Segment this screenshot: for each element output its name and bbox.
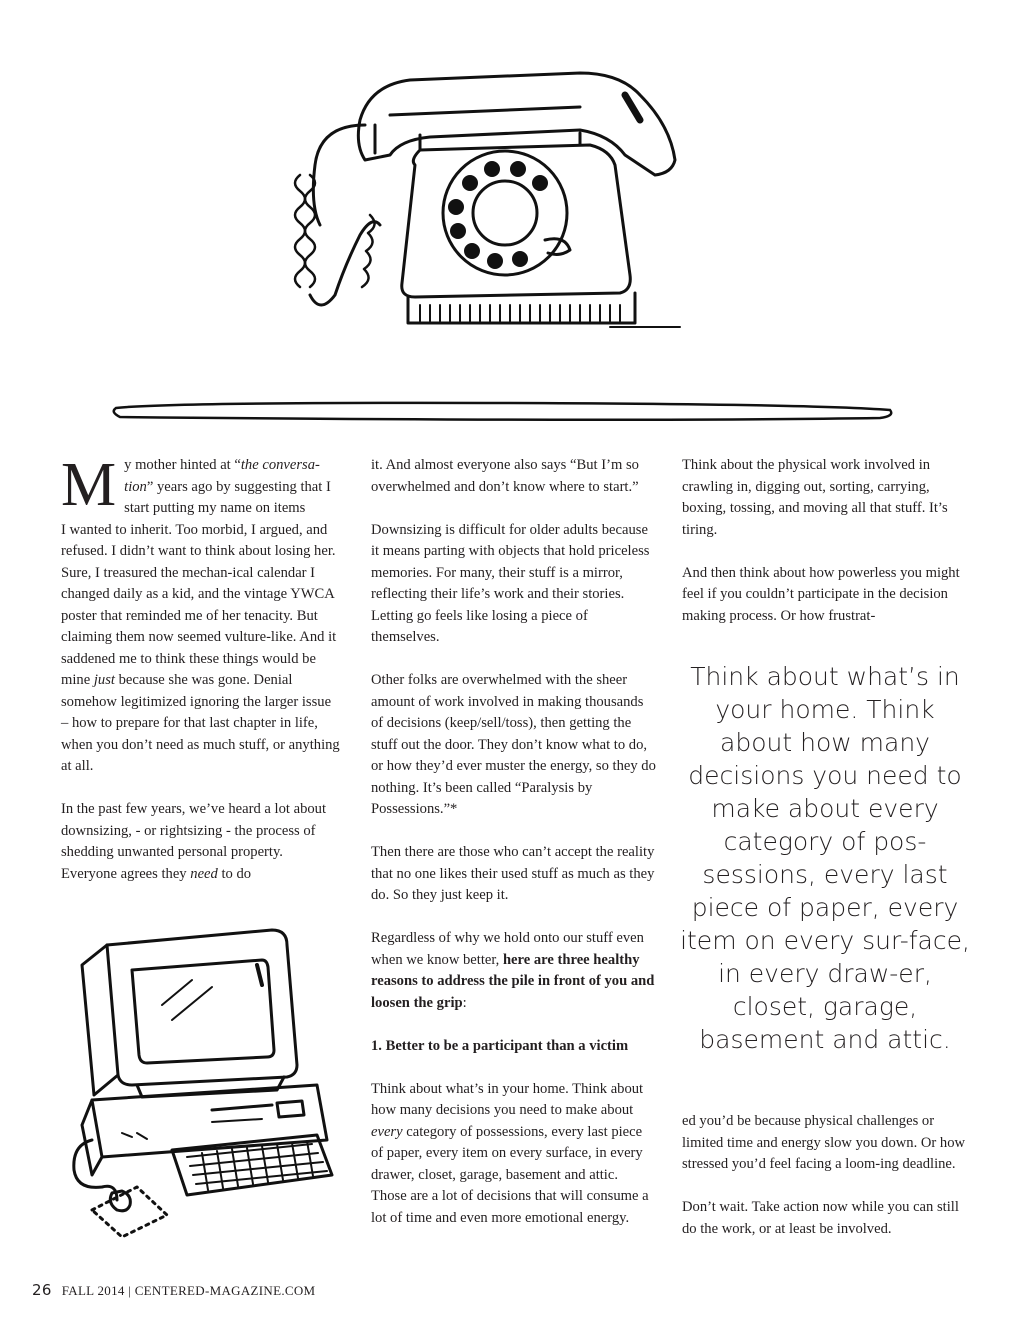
article-column-3-continued — [682, 1111, 967, 1262]
paragraph: Downsizing is difficult for older adults because it means parting with objects that hold priceless memories. For many, their stuff is a mirror, reflecting their life’s work and their stories. Letting go feels like losing a piece of themselves. — [371, 521, 650, 645]
article-column-2 — [371, 455, 656, 1251]
footer-text: FALL 2014 | CENTERED-MAGAZINE.COM — [61, 1283, 316, 1298]
page-number: 26 — [32, 1281, 52, 1299]
section-heading: 1. Better to be a participant than a victim — [371, 1037, 629, 1054]
paragraph: Think about what’s in your home. Think about how many decisions you need to make about every category of possessions, every last piece of paper, every item on every surface, in every drawer, closet, garage, basement and attic. Those are a lot of decisions that will consume a lot of time and even more emotional energy. — [371, 1080, 649, 1226]
rotary-telephone-icon — [280, 65, 700, 355]
intro-paragraph: My mother hinted at “the conversa-tion” years ago by suggesting that I start putting my name on items I wanted to inherit. Too morbid, I argued, and refused. I didn’t want to think about losing her. Sure, I treasured the mechan-ical calendar I changed daily as a kid, and the vintage YWCA poster that reminded me of her tenacity. But claiming them now seemed vulture-like. And it saddened me to think these things would be mine just because she was gone. Denial somehow legitimized ignoring the larger issue – how to prepare for that last chapter in life, when you don’t need as much stuff, or anything at all. — [61, 451, 340, 774]
page-footer — [32, 1281, 315, 1299]
pull-quote: Think about what’s in your home. Think about how many decisions you need to make about every category of pos-sessions, every last piece of paper, every item on every sur-face, in every draw-er, closet, garage, basement and attic. — [680, 662, 970, 1054]
divider-line — [110, 398, 900, 424]
paragraph: Then there are those who can’t accept the reality that no one likes their used stuff as much as they do. So they just keep it. — [371, 844, 655, 903]
paragraph: Don’t wait. Take action now while you can still do the work, or at least be involved. — [682, 1199, 959, 1237]
paragraph: In the past few years, we’ve heard a lot about downsizing, - or rightsizing - the process of shedding unwanted personal property. Everyone agrees they need to do — [61, 801, 327, 882]
paragraph: Think about the physical work involved in crawling in, digging out, sorting, carrying, boxing, tossing, and moving all that stuff. It’s tiring. — [682, 457, 948, 538]
paragraph: And then think about how powerless you might feel if you couldn’t participate in the decision making process. Or how frustrat- — [682, 564, 960, 624]
article-column-3 — [682, 455, 967, 649]
paragraph: Regardless of why we hold onto our stuff even when we know better, here are three healthy reasons to address the pile in front of you and loosen the grip: — [371, 930, 655, 1011]
paragraph: ed you’d be because physical challenges or limited time and energy slow you down. Or how stressed you’d feel facing a loom-ing deadline. — [682, 1113, 966, 1172]
desktop-computer-icon — [62, 925, 352, 1240]
article-column-1 — [61, 451, 341, 907]
paragraph: it. And almost everyone also says “But I’m so overwhelmed and don’t know where to start.” — [371, 457, 639, 495]
drop-cap: M — [61, 451, 117, 519]
paragraph: Other folks are overwhelmed with the sheer amount of work involved in making thousands of decisions (keep/sell/toss), then getting the stuff out the door. They don’t know what to do, or how they’d ever muster the energy, so they do nothing. It’s been called “Paralysis by Possessions.”* — [371, 672, 656, 817]
